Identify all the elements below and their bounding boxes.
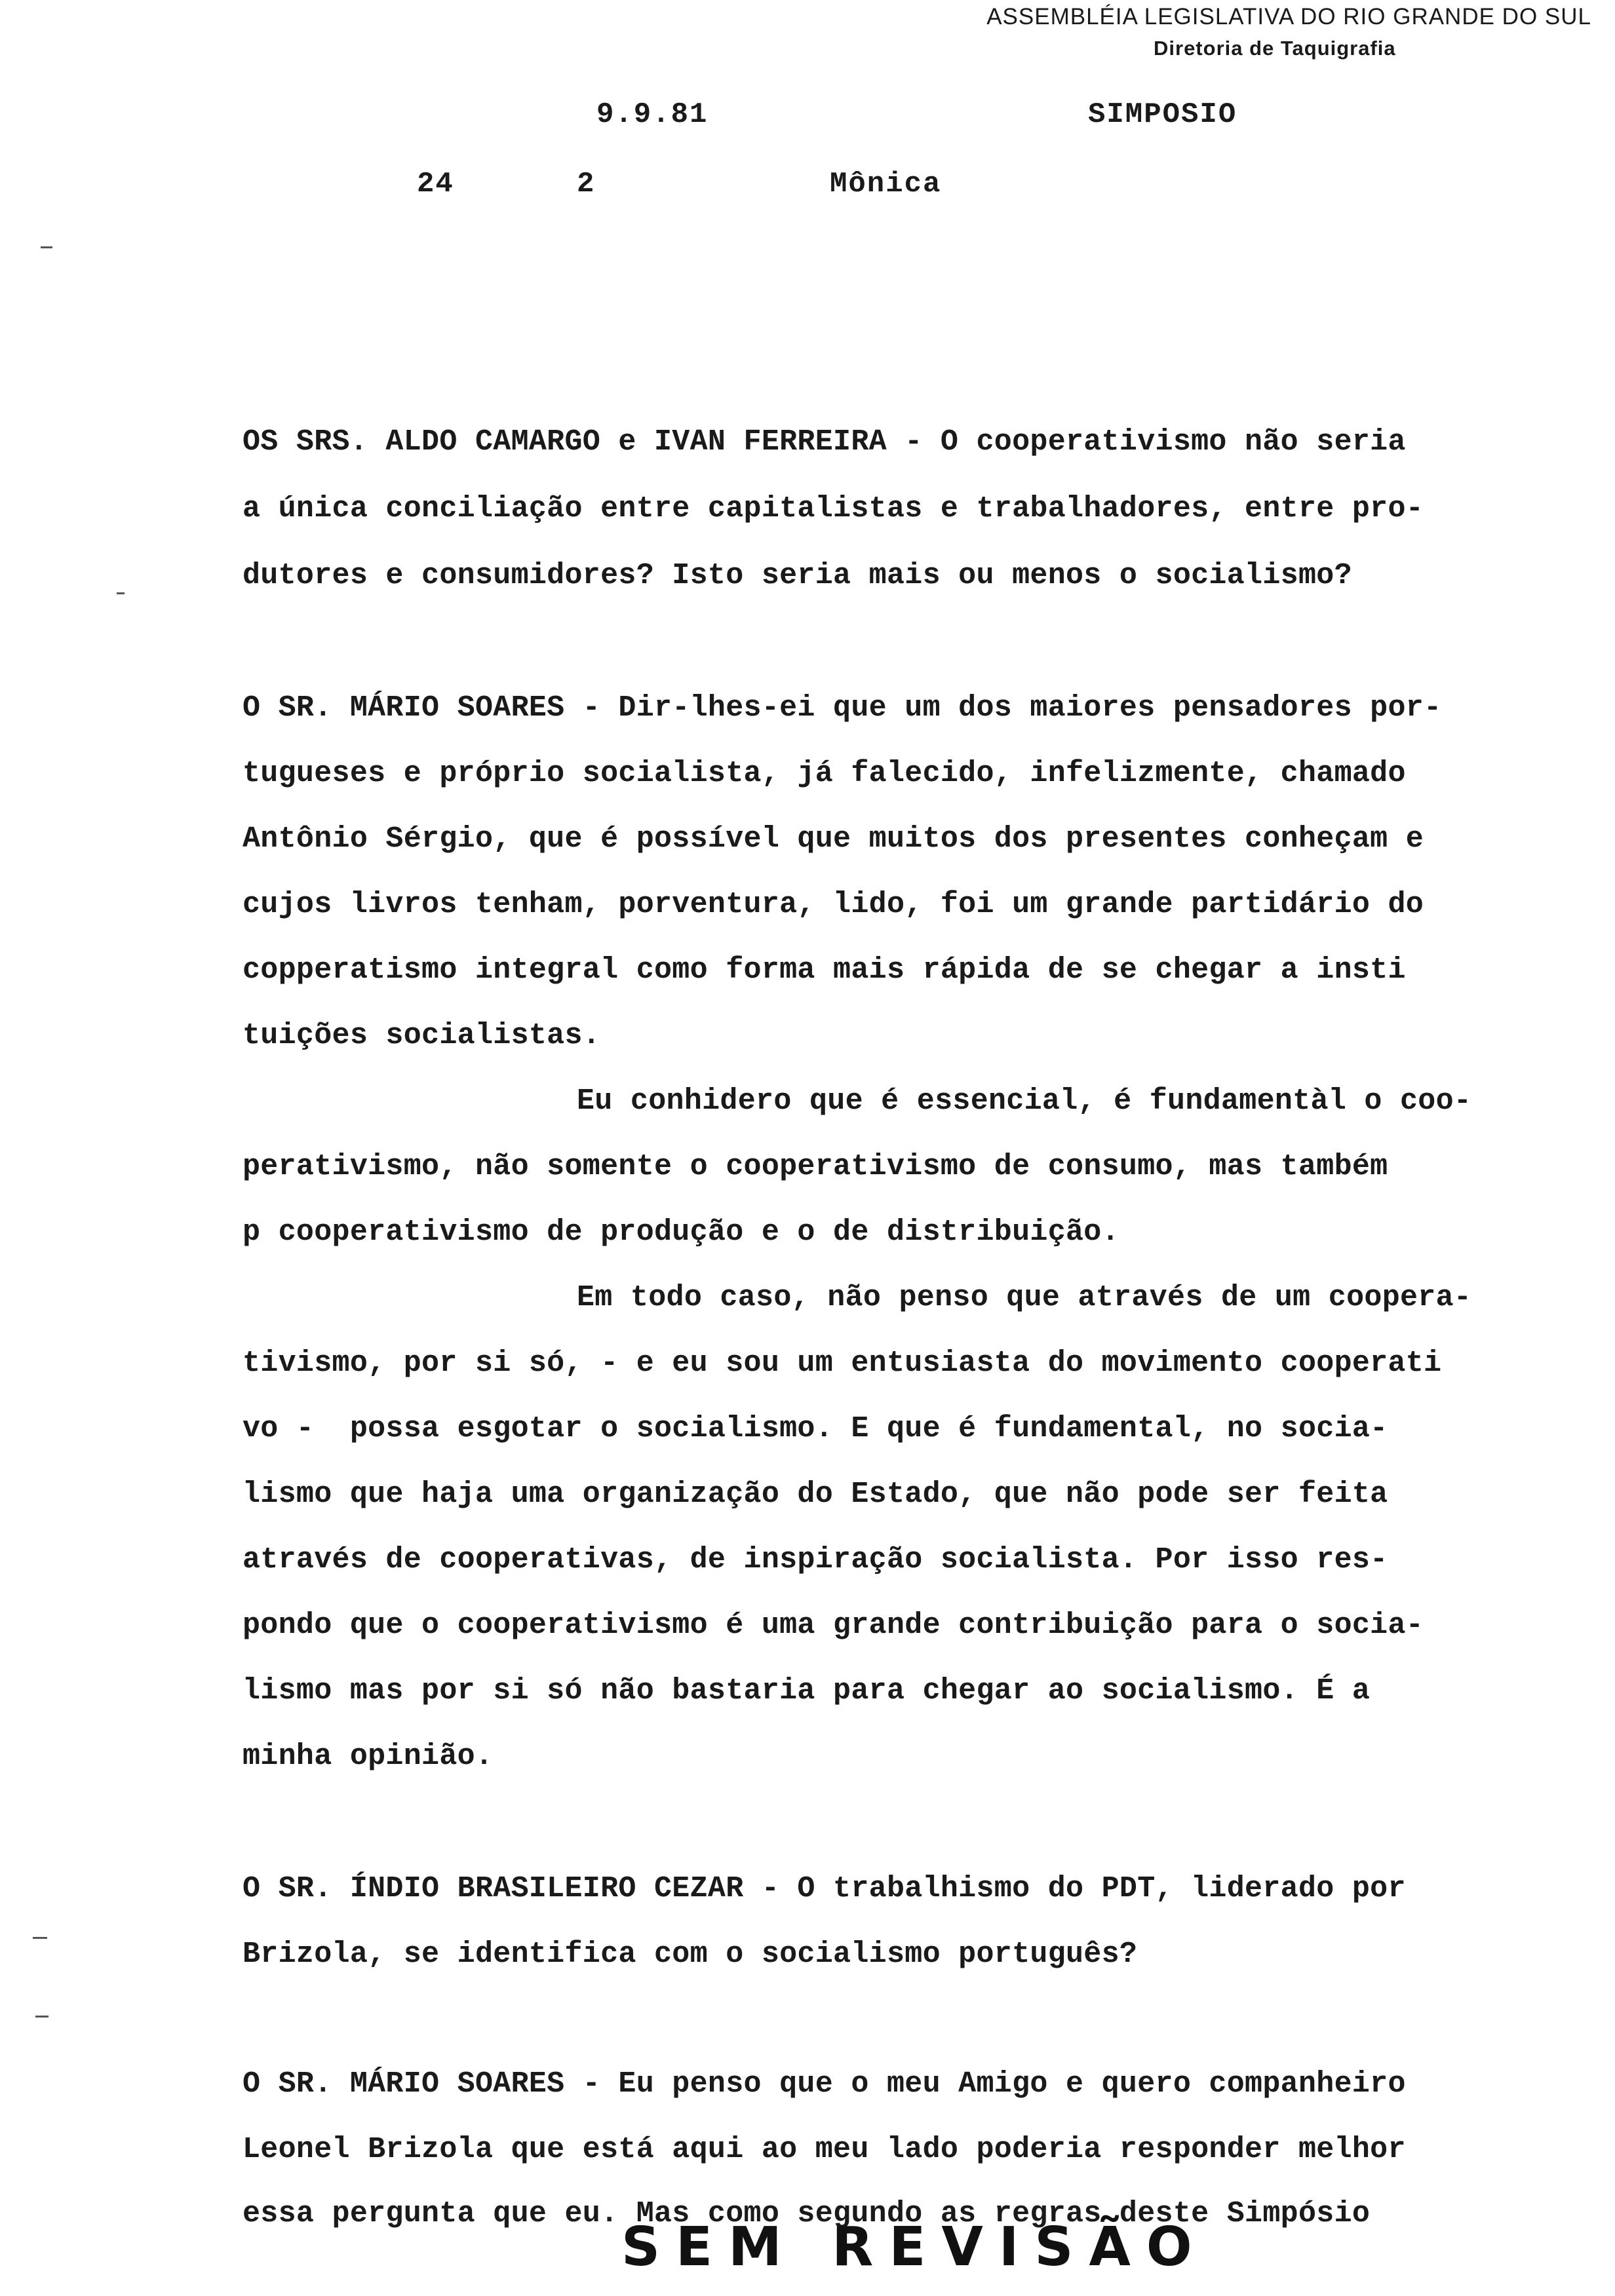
transcript-line: O SR. ÍNDIO BRASILEIRO CEZAR - O trabalhismo do PDT, liderado por [243,1872,1406,1905]
transcript-line: tivismo, por si só, - e eu sou um entusiasta do movimento cooperati [243,1347,1442,1380]
transcript-line: minha opinião. [243,1740,494,1773]
stenographer-name: Mônica [830,168,942,201]
transcript-line: p cooperativismo de produção e o de distribuição. [243,1215,1119,1249]
transcript-line: através de cooperativas, de inspiração socialista. Por isso res- [243,1543,1388,1577]
page-number: 24 [417,168,454,201]
transcript-line: Brizola, se identifica com o socialismo português? [243,1938,1138,1971]
transcript-line: Eu conhidero que é essencial, é fundamentàl o coo- [577,1084,1472,1118]
session-date: 9.9.81 [596,98,709,131]
transcript-line: a única conciliação entre capitalistas e trabalhadores, entre pro- [243,492,1424,526]
transcript-line: Leonel Brizola que está aqui ao meu lado poderia responder melhor [243,2133,1406,2166]
transcript-line: dutores e consumidores? Isto seria mais ou menos o socialismo? [243,559,1352,592]
transcript-line: copperatismo integral como forma mais rápida de se chegar a insti [243,953,1406,987]
margin-mark [33,1937,47,1939]
margin-mark [117,592,125,594]
event-title: SIMPOSIO [1088,98,1237,131]
transcript-line: O SR. MÁRIO SOARES - Dir-lhes-ei que um dos maiores pensadores por- [243,691,1442,725]
transcript-line: lismo mas por si só não bastaria para chegar ao socialismo. É a [243,1674,1371,1708]
transcript-line: OS SRS. ALDO CAMARGO e IVAN FERREIRA - O cooperativismo não seria [243,425,1406,459]
transcript-line: pondo que o cooperativismo é uma grande contribuição para o socia- [243,1609,1424,1642]
transcript-line: perativismo, não somente o cooperativismo de consumo, mas também [243,1150,1388,1183]
transcript-line: Em todo caso, não penso que através de um coopera- [577,1281,1472,1314]
department-header: Diretoria de Taquigrafia [1154,37,1396,60]
transcript-line: lismo que haja uma organização do Estado, que não pode ser feita [243,1478,1388,1511]
transcript-line: O SR. MÁRIO SOARES - Eu penso que o meu Amigo e quero companheiro [243,2067,1406,2101]
transcript-line: Antônio Sérgio, que é possível que muitos dos presentes conheçam e [243,822,1424,856]
margin-mark [41,246,52,248]
sheet-number: 2 [577,168,596,201]
margin-mark [35,2016,49,2018]
transcript-line: vo - possa esgotar o socialismo. E que é fundamental, no socia- [243,1412,1388,1445]
transcript-line: essa pergunta que eu. Mas como segundo as regras deste Simpósio [243,2197,1371,2230]
sem-revisao-stamp: SEM REVISÃO [621,2216,1208,2278]
institution-header: ASSEMBLÉIA LEGISLATIVA DO RIO GRANDE DO SUL [986,4,1591,29]
transcript-line: tugueses e próprio socialista, já falecido, infelizmente, chamado [243,757,1406,790]
transcript-line: tuições socialistas. [243,1019,601,1052]
transcript-line: cujos livros tenham, porventura, lido, foi um grande partidário do [243,888,1424,921]
